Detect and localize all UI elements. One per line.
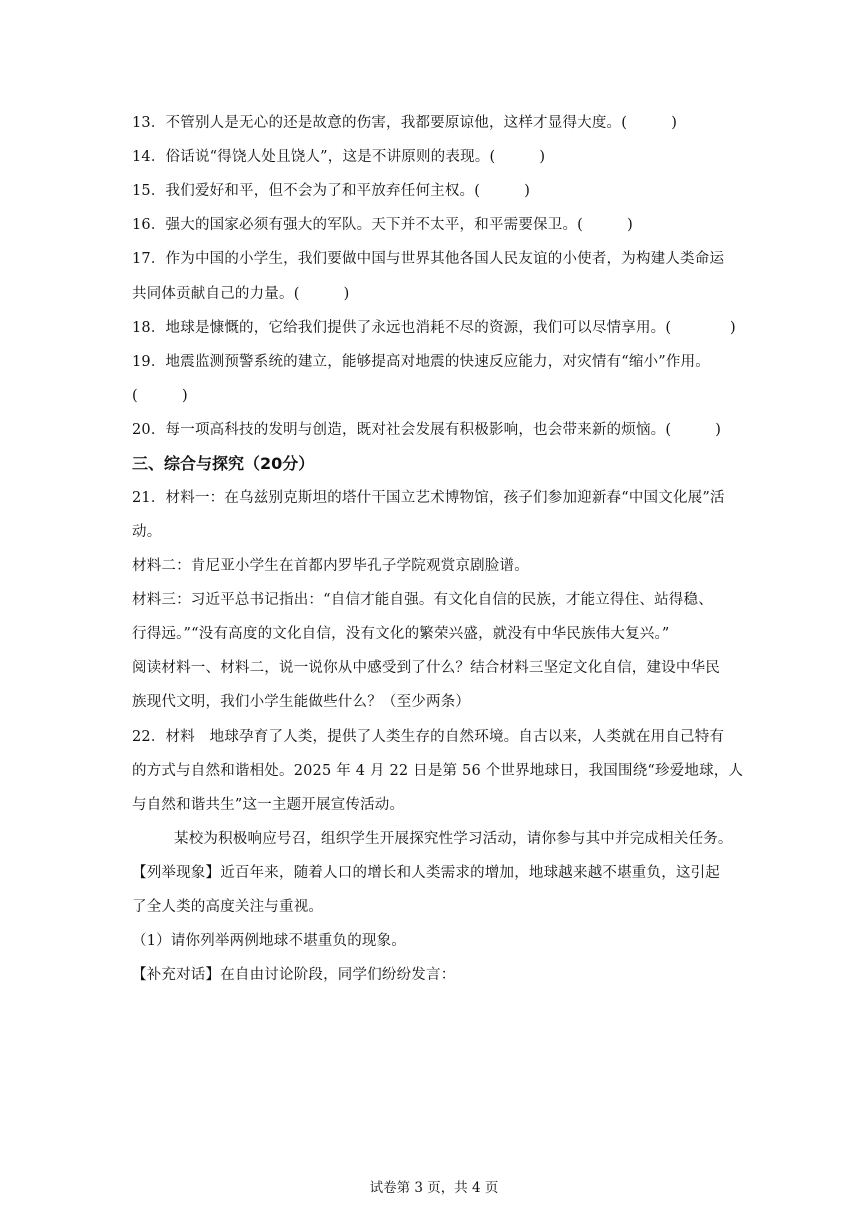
question-22-line-1: 22．材料 地球孕育了人类，提供了人类生存的自然环境。自古以来，人类就在用自己特有: [132, 729, 725, 745]
section-3-heading: 三、综合与探究（20分）: [132, 454, 315, 473]
question-21-material-3-line-2: 行得远。”“没有高度的文化自信，没有文化的繁荣兴盛，就没有中华民族伟大复兴。”: [132, 626, 670, 642]
question-22-list-line-2: 了全人类的高度关注与重视。: [132, 899, 324, 915]
question-22-dialog: 【补充对话】在自由讨论阶段，同学们纷纷发言：: [132, 967, 456, 983]
question-20: 20．每一项高科技的发明与创造，既对社会发展有积极影响，也会带来新的烦恼。( ): [132, 422, 722, 438]
question-22-line-3: 与自然和谐共生”这一主题开展宣传活动。: [132, 797, 405, 813]
question-21-line-2: 动。: [132, 524, 162, 540]
question-21-prompt-line-2: 族现代文明，我们小学生能做些什么？（至少两条）: [132, 694, 471, 710]
question-15: 15．我们爱好和平，但不会为了和平放弃任何主权。( ): [132, 183, 531, 199]
question-22-line-2: 的方式与自然和谐相处。2025 年 4 月 22 日是第 56 个世界地球日，我国围绕“珍爱地球，人: [132, 763, 744, 779]
question-22-list-line-1: 【列举现象】近百年来，随着人口的增长和人类需求的增加，地球越来越不堪重负，这引起: [132, 865, 720, 881]
question-22-task: 某校为积极响应号召，组织学生开展探究性学习活动，请你参与其中并完成相关任务。: [174, 831, 733, 847]
question-21-prompt-line-1: 阅读材料一、材料二，说一说你从中感受到了什么？结合材料三坚定文化自信，建设中华民: [132, 660, 720, 676]
page-footer: 试卷第 3 页，共 4 页: [369, 1180, 499, 1196]
question-16: 16．强大的国家必须有强大的军队。天下并不太平，和平需要保卫。( ): [132, 217, 633, 233]
question-21-material-2: 材料二：肯尼亚小学生在首都内罗毕孔子学院观赏京剧脸谱。: [132, 558, 529, 574]
question-13: 13．不管别人是无心的还是故意的伤害，我都要原谅他，这样才显得大度。( ): [132, 115, 678, 131]
question-17-line-1: 17．作为中国的小学生，我们要做中国与世界其他各国人民友谊的小使者，为构建人类命运: [132, 251, 725, 267]
question-21-line-1: 21．材料一：在乌兹别克斯坦的塔什干国立艺术博物馆，孩子们参加迎新春“中国文化展”活: [132, 490, 725, 506]
question-18: 18．地球是慷慨的，它给我们提供了永远也消耗不尽的资源，我们可以尽情享用。( ): [132, 320, 736, 336]
question-21-material-3-line-1: 材料三：习近平总书记指出：“自信才能自强。有文化自信的民族，才能立得住、站得稳、: [132, 592, 713, 608]
question-22-subquestion-1: （1）请你列举两例地球不堪重负的现象。: [132, 933, 407, 949]
question-17-line-2: 共同体贡献自己的力量。( ): [132, 286, 350, 302]
question-19-line-1: 19．地震监测预警系统的建立，能够提高对地震的快速反应能力，对灾情有“缩小”作用。: [132, 354, 710, 370]
question-19-line-2: ( ): [132, 388, 188, 404]
question-14: 14．俗话说“得饶人处且饶人”，这是不讲原则的表现。( ): [132, 149, 546, 165]
